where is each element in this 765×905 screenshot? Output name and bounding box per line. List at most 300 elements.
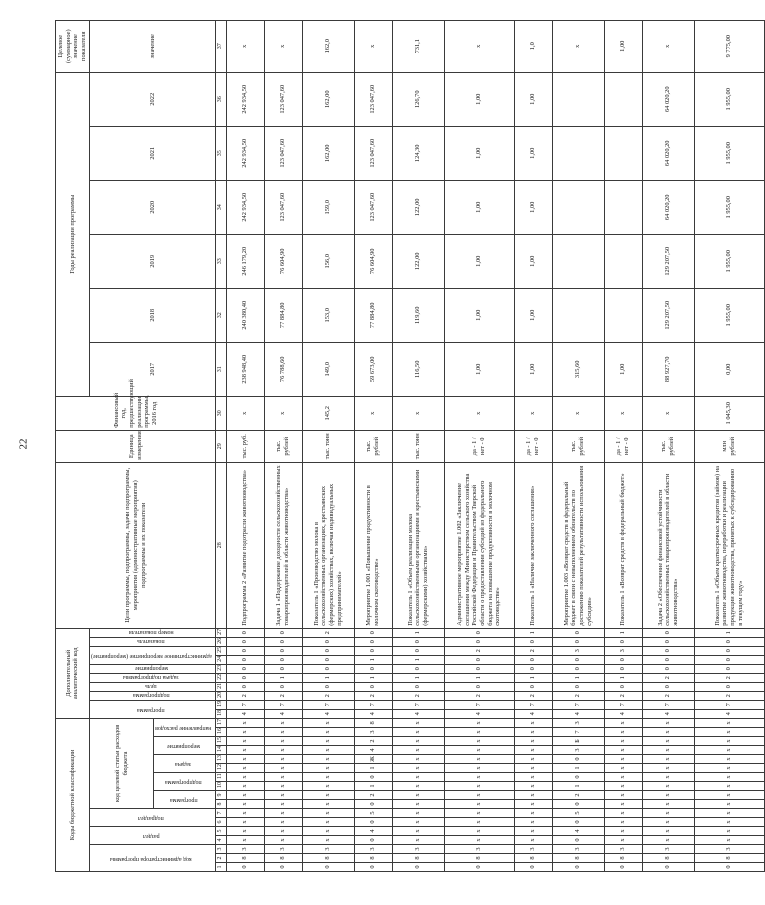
column-index-cell: 8 [216,800,226,809]
code-cell: 3 [226,845,264,854]
row-year-value-cell: 246 179,20 [226,234,264,288]
code-cell: 0 [694,863,764,872]
code-cell: х [392,764,444,773]
table-row [694,20,764,871]
code-cell: 5 [552,809,604,818]
column-index-cell: 32 [216,288,226,342]
code-cell: 0 [642,637,694,646]
row-year-value-cell: 242 934,50 [226,180,264,234]
row-year-value-cell [552,234,604,288]
code-cell: х [604,782,642,791]
code-cell: 0 [444,863,514,872]
code-cell: 0 [604,655,642,664]
row-year-value-cell: 123 047,60 [354,180,392,234]
header-cel: цель [89,682,216,691]
code-cell: 0 [302,664,354,673]
code-cell: х [642,818,694,827]
code-cell: 0 [514,682,552,691]
row-name-cell: Показатель 1 «Объем краткосрочных кредитов (займов) на развитие животноводства, переработки и реализации продукции животноводства, принятых к субсидированию в текущем году» [694,462,764,628]
code-cell: 8 [354,854,392,863]
header-year-2017: 2017 [89,342,216,396]
table-body [226,20,764,871]
code-cell: 0 [552,836,604,845]
column-index-cell: 31 [216,342,226,396]
code-cell: х [514,791,552,800]
code-cell: 0 [642,664,694,673]
code-cell: 0 [552,655,604,664]
row-year-value-cell: 156,0 [302,234,354,288]
code-cell: 0 [694,682,764,691]
header-year-2021: 2021 [89,126,216,180]
code-cell: х [264,737,302,746]
code-cell: 4 [604,709,642,718]
code-cell: х [392,809,444,818]
code-cell: 0 [302,646,354,655]
code-cell: 1 [604,628,642,637]
row-unit-cell: тыс. тонн [392,430,444,462]
column-index-cell: 17 [216,718,226,727]
code-cell: х [444,818,514,827]
header-programma: программа [89,700,216,718]
row-name-cell: Задача 1 «Поддержание доходности сельскохозяйственных товаропроизводителей в области животноводства» [264,462,302,628]
table-row [642,20,694,871]
column-index-cell: 1 [216,863,226,872]
code-cell: х [392,827,444,836]
code-cell: х [226,836,264,845]
header-kbk: Коды бюджетной классификации [56,718,90,871]
code-cell: 0 [552,863,604,872]
code-cell: х [694,746,764,755]
code-cell: х [514,836,552,845]
row-target-cell: 9 775,00 [694,20,764,72]
code-cell: 0 [354,646,392,655]
code-cell: 8 [392,854,444,863]
row-year-value-cell: 1 955,00 [694,126,764,180]
column-index-cell: 20 [216,691,226,700]
code-cell: 0 [226,863,264,872]
code-cell: 2 [552,791,604,800]
code-cell: х [642,827,694,836]
code-cell: х [392,755,444,764]
code-cell: 0 [226,682,264,691]
header-year-2022: 2022 [89,72,216,126]
row-year-value-cell [552,126,604,180]
row-year-value-cell: 124,30 [392,126,444,180]
row-year-value-cell: 149,0 [302,342,354,396]
code-cell: х [264,800,302,809]
row-target-cell: х [226,20,264,72]
code-cell: х [264,818,302,827]
code-cell: х [444,773,514,782]
code-cell: 0 [552,755,604,764]
code-cell: 7 [514,700,552,709]
header-zad-pod: задача подпрограммы [89,673,216,682]
header-dop: Дополнительный аналитический код [56,628,90,718]
row-year-value-cell [604,72,642,126]
code-cell: 2 [354,737,392,746]
code-cell: 0 [642,628,694,637]
code-cell: 0 [552,664,604,673]
code-cell: 0 [226,655,264,664]
code-cell: 8 [444,854,514,863]
column-index-cell: 2 [216,854,226,863]
code-cell: 4 [226,709,264,718]
column-index-cell: 9 [216,791,226,800]
code-cell: 1 [354,655,392,664]
column-index-cell: 34 [216,180,226,234]
code-cell: 0 [392,863,444,872]
column-index-cell: 18 [216,709,226,718]
code-cell: 2 [552,691,604,700]
code-cell: 3 [392,845,444,854]
code-cell: х [226,800,264,809]
row-unit-cell: тыс. рублей [354,430,392,462]
code-cell: 0 [354,800,392,809]
code-cell: х [264,782,302,791]
code-cell: х [444,718,514,727]
column-index-cell: 36 [216,72,226,126]
table-row [552,20,604,871]
code-cell: 0 [392,646,444,655]
code-cell: х [642,773,694,782]
code-cell: х [226,827,264,836]
code-cell: 0 [392,682,444,691]
row-year-value-cell: 1,00 [444,72,514,126]
code-cell: х [694,791,764,800]
code-cell: 2 [642,691,694,700]
row-name-cell: Административное мероприятие 1.002 «Заключение соглашения между Министерством сельского хозяйства Российской Федерации и Правительством Тверской области о предоставлении субсидий из федерального бюджета на повышение продуктивности в молочном скотоводстве» [444,462,514,628]
code-cell: х [302,809,354,818]
row-name-cell: Показатель 1 «Наличие заключенного соглашения» [514,462,552,628]
header-razdel: раздел [89,827,216,845]
row-year-value-cell [604,180,642,234]
code-cell: 0 [552,773,604,782]
row-unit-cell: тыс. рублей [552,430,604,462]
header-years-group: Годы реализации программы [56,72,90,396]
row-name-cell: Мероприятие 1.003 «Возврат средств в федеральный бюджет в связи с невыполнением обязательств по достижению показателей результативности использования субсидии» [552,462,604,628]
code-cell: х [302,746,354,755]
code-cell: 0 [604,863,642,872]
row-year-value-cell: 122,00 [392,234,444,288]
code-cell: х [302,755,354,764]
code-cell: 1 [302,673,354,682]
column-index-cell: 3 [216,845,226,854]
header-target-value: значение [89,20,216,72]
code-cell: х [694,755,764,764]
header-k-programma: программа [154,791,216,809]
code-cell: 2 [694,673,764,682]
table-row [264,20,302,871]
table-row [604,20,642,871]
code-cell: х [226,782,264,791]
code-cell: Ж [354,755,392,764]
row-name-cell: Показатель 1 «Объем реализации молока сельскохозяйственными организациями и крестьянскими (фермерскими) хозяйствами» [392,462,444,628]
row-year-value-cell: 64 020,20 [642,72,694,126]
code-cell: 2 [302,691,354,700]
code-cell: х [392,782,444,791]
row-year-value-cell: 1,00 [444,126,514,180]
code-cell: х [302,800,354,809]
code-cell: 1 [264,673,302,682]
row-year-value-cell: 1,00 [444,342,514,396]
code-cell: 2 [694,691,764,700]
code-cell: 0 [642,863,694,872]
code-cell: 0 [302,655,354,664]
code-cell: 0 [264,646,302,655]
code-cell: х [302,791,354,800]
row-year-value-cell: 76 788,60 [264,342,302,396]
row-fin-year-cell: х [444,396,514,430]
code-cell: х [514,800,552,809]
code-cell: 0 [514,637,552,646]
code-cell: х [264,809,302,818]
code-cell: 2 [226,691,264,700]
code-cell: 0 [354,682,392,691]
row-year-value-cell: 1,00 [604,342,642,396]
code-cell: х [226,755,264,764]
header-year-2020: 2020 [89,180,216,234]
code-cell: х [642,800,694,809]
row-year-value-cell: 1,00 [514,180,552,234]
row-year-value-cell [604,234,642,288]
code-cell: 2 [302,628,354,637]
code-cell: 0 [694,664,764,673]
code-cell: 4 [642,709,694,718]
header-year-2018: 2018 [89,288,216,342]
header-k-podprogramma: подпрограмма [154,773,216,791]
code-cell: х [444,809,514,818]
code-cell: 7 [552,700,604,709]
row-year-value-cell: 1,00 [444,180,514,234]
row-name-cell: Мероприятие 1.001 «Повышение продуктивности в молочном скотоводстве» [354,462,392,628]
code-cell: 1 [354,673,392,682]
code-cell: х [226,773,264,782]
code-cell: х [444,737,514,746]
column-index-cell: 29 [216,430,226,462]
code-cell: х [694,773,764,782]
column-index-cell: 15 [216,737,226,746]
code-cell: 0 [552,818,604,827]
code-cell: 4 [552,827,604,836]
code-cell: 0 [514,863,552,872]
code-cell: 4 [552,709,604,718]
table-row [354,20,392,871]
code-cell: х [302,718,354,727]
row-year-value-cell: 1 955,00 [694,72,764,126]
code-cell: 1 [392,673,444,682]
column-index-cell: 4 [216,836,226,845]
row-target-cell: 1,00 [604,20,642,72]
code-cell: 0 [226,673,264,682]
code-cell: 0 [264,863,302,872]
code-cell: 4 [444,709,514,718]
code-cell: 1 [392,628,444,637]
code-cell: х [604,755,642,764]
code-cell: 1 [392,655,444,664]
code-cell: х [642,718,694,727]
column-index-row [216,20,226,871]
header-name: Цели программы, подпрограммы, задачи подпрограммы, мероприятия (административные мероприятия) подпрограммы и их показатели [56,462,216,628]
column-index-cell: 26 [216,637,226,646]
row-year-value-cell [604,126,642,180]
code-cell: х [514,718,552,727]
column-index-cell: 30 [216,396,226,430]
code-cell: х [642,737,694,746]
row-year-value-cell: 59 673,00 [354,342,392,396]
code-cell: 3 [642,845,694,854]
column-index-cell: 22 [216,673,226,682]
code-cell: 3 [444,845,514,854]
code-cell: 0 [642,646,694,655]
code-cell: 7 [264,700,302,709]
code-cell: х [604,728,642,737]
row-year-value-cell [552,180,604,234]
code-cell: 8 [264,854,302,863]
header-kcsr: код целевой статьи расходов бюджета [89,718,154,808]
header-unit: Единица измерения [56,430,216,462]
row-year-value-cell: 162,00 [302,72,354,126]
code-cell: 1 [604,673,642,682]
code-cell: х [302,737,354,746]
code-cell: 1 [552,764,604,773]
row-year-value-cell: 1,00 [514,72,552,126]
code-cell: 2 [444,691,514,700]
code-cell: 0 [354,664,392,673]
header-kod-adm: код администратора программы [89,845,216,872]
column-index-cell: 37 [216,20,226,72]
code-cell: 0 [604,664,642,673]
column-index-cell: 33 [216,234,226,288]
code-cell: х [514,755,552,764]
code-cell: 2 [604,691,642,700]
code-cell: 0 [264,628,302,637]
code-cell: 0 [302,863,354,872]
code-cell: х [604,818,642,827]
code-cell: х [302,836,354,845]
row-year-value-cell: 315,60 [552,342,604,396]
code-cell: 2 [264,691,302,700]
code-cell: х [694,764,764,773]
code-cell: Б [552,737,604,746]
code-cell: х [302,782,354,791]
code-cell: 0 [604,682,642,691]
code-cell: х [514,827,552,836]
page-number: 22 [17,438,30,450]
row-year-value-cell [552,288,604,342]
code-cell: х [392,737,444,746]
column-index-cell: 35 [216,126,226,180]
code-cell: х [642,755,694,764]
header-podrazdel: подраздел [89,809,216,827]
column-index-cell: 6 [216,818,226,827]
code-cell: 3 [694,845,764,854]
table-row [226,20,264,871]
code-cell: х [226,764,264,773]
row-year-value-cell: 64 020,20 [642,126,694,180]
code-cell: 3 [552,746,604,755]
code-cell: х [226,809,264,818]
code-cell: 0 [514,664,552,673]
row-fin-year-cell: х [642,396,694,430]
code-cell: х [392,791,444,800]
code-cell: 1 [354,764,392,773]
code-cell: х [694,836,764,845]
code-cell: х [444,764,514,773]
code-cell: 0 [392,664,444,673]
code-cell: х [444,746,514,755]
code-cell: х [514,809,552,818]
code-cell: 5 [354,809,392,818]
column-index-cell: 13 [216,755,226,764]
code-cell: х [444,791,514,800]
code-cell: 0 [264,655,302,664]
row-year-value-cell: 0,00 [694,342,764,396]
row-year-value-cell: 1,00 [514,234,552,288]
code-cell: 3 [514,845,552,854]
column-index-cell: 27 [216,628,226,637]
code-cell: х [604,737,642,746]
code-cell: 8 [354,718,392,727]
code-cell: х [302,728,354,737]
code-cell: х [392,746,444,755]
code-cell: 4 [694,709,764,718]
code-cell: 0 [264,664,302,673]
code-cell: х [302,764,354,773]
code-cell: 0 [302,637,354,646]
row-year-value-cell: 123 047,60 [264,180,302,234]
row-target-cell: х [642,20,694,72]
code-cell: 4 [354,827,392,836]
row-fin-year-cell: х [264,396,302,430]
code-cell: 7 [552,728,604,737]
code-cell: 8 [642,854,694,863]
code-cell: х [226,746,264,755]
code-cell: х [694,728,764,737]
code-cell: х [694,818,764,827]
code-cell: 4 [264,709,302,718]
row-year-value-cell: 1 955,00 [694,234,764,288]
row-fin-year-cell: х [604,396,642,430]
code-cell: 0 [354,637,392,646]
code-cell: х [694,827,764,836]
code-cell: х [604,836,642,845]
code-cell: 0 [354,773,392,782]
column-index-cell: 7 [216,809,226,818]
row-year-value-cell: 64 020,20 [642,180,694,234]
code-cell: х [604,764,642,773]
row-target-cell: х [552,20,604,72]
code-cell: 0 [694,637,764,646]
code-cell: 0 [302,682,354,691]
code-cell: 0 [604,637,642,646]
code-cell: х [444,728,514,737]
row-name-cell: Задача 2 «Обеспечение финансовой устойчивости сельскохозяйственных товаропроизводителей в области животноводства» [642,462,694,628]
code-cell: 1 [552,673,604,682]
row-year-value-cell: 129 207,50 [642,288,694,342]
code-cell: х [302,773,354,782]
code-cell: х [642,809,694,818]
row-year-value-cell: 1 955,00 [694,180,764,234]
code-cell: х [226,818,264,827]
code-cell: х [514,818,552,827]
column-index-cell: 11 [216,773,226,782]
column-index-cell: 16 [216,728,226,737]
code-cell: х [694,718,764,727]
column-index-cell: 10 [216,782,226,791]
row-year-value-cell: 123 047,60 [354,126,392,180]
code-cell: х [642,746,694,755]
code-cell: 4 [514,709,552,718]
